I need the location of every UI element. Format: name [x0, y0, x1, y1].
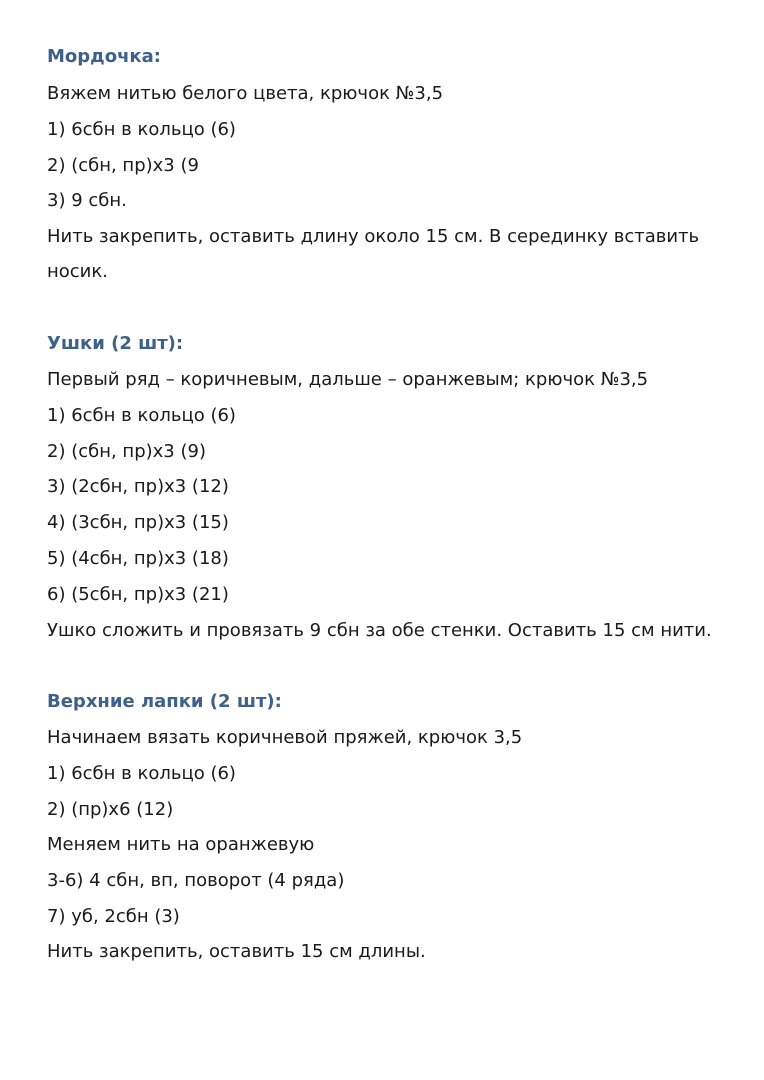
text-line: 3) (2сбн, пр)х3 (12)	[47, 476, 229, 497]
text-line: 3) 9 сбн.	[47, 190, 127, 211]
text-line: Нить закрепить, оставить 15 см длины.	[47, 941, 426, 962]
text-line: 2) (сбн, пр)х3 (9	[47, 155, 199, 176]
text-line: Вяжем нитью белого цвета, крючок №3,5	[47, 83, 444, 104]
text-line: 4) (3сбн, пр)х3 (15)	[47, 512, 229, 533]
text-line: 1) 6сбн в кольцо (6)	[47, 119, 236, 140]
text-line: 2) (сбн, пр)х3 (9)	[47, 441, 206, 462]
text-line: Нить закрепить, оставить длину около 15 см. В серединку вставить	[47, 226, 700, 247]
section-heading-muzzle: Мордочка:	[47, 46, 161, 67]
section-heading-upper-paws: Верхние лапки (2 шт):	[47, 691, 282, 712]
text-line: Ушко сложить и провязать 9 сбн за обе стенки. Оставить 15 см нити.	[47, 620, 712, 641]
text-line: Первый ряд – коричневым, дальше – оранжевым; крючок №3,5	[47, 369, 649, 390]
text-line: 2) (пр)х6 (12)	[47, 799, 174, 820]
text-line: носик.	[47, 261, 108, 282]
text-line: 7) уб, 2сбн (3)	[47, 906, 180, 927]
text-line: Меняем нить на оранжевую	[47, 834, 315, 855]
text-line: 3-6) 4 сбн, вп, поворот (4 ряда)	[47, 870, 345, 891]
section-heading-ears: Ушки (2 шт):	[47, 333, 184, 354]
text-line: 1) 6сбн в кольцо (6)	[47, 405, 236, 426]
text-line: 6) (5сбн, пр)х3 (21)	[47, 584, 229, 605]
text-line: 1) 6сбн в кольцо (6)	[47, 763, 236, 784]
text-line: Начинаем вязать коричневой пряжей, крючок 3,5	[47, 727, 523, 748]
text-line: 5) (4сбн, пр)х3 (18)	[47, 548, 229, 569]
